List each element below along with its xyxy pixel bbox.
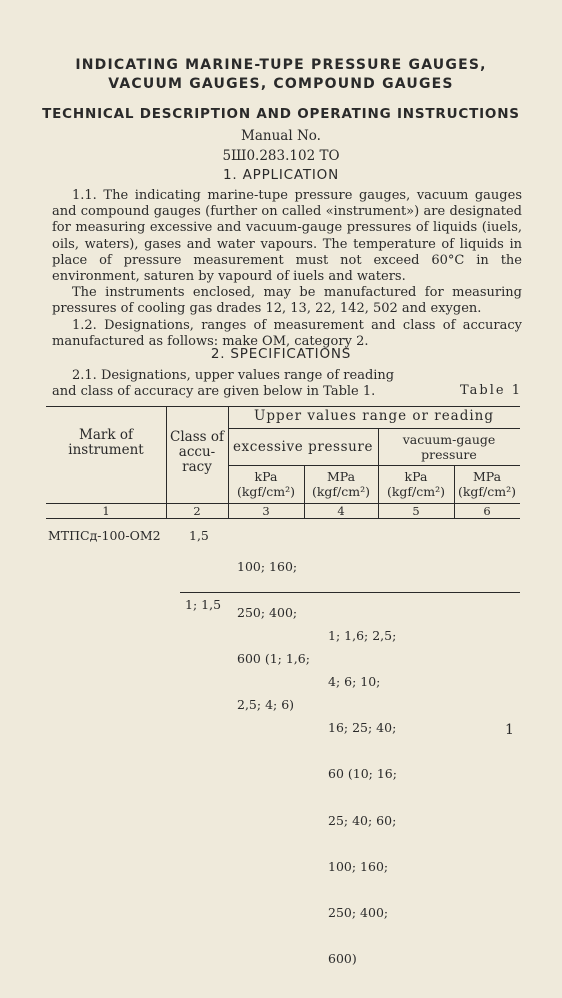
header-mpa: MPa (kgf/cm²) (311, 469, 371, 499)
table-label: Table 1 (460, 383, 522, 398)
col-number: 6 (483, 504, 491, 518)
table-row-2-class: 1; 1,5 (185, 597, 222, 612)
table-row-1-kpa: 100; 160; 250; 400; 600 (1; 1,6; 2,5; 4; 6) (237, 558, 310, 713)
col-number: 1 (102, 504, 110, 518)
paragraph-1-1: 1.1. The indicating marine-tupe pressure gauges, vacuum gauges and compound gauges (further on called «instrument») are designated for measuring excessive and vacuum-gauge pressures of liquids (iuels, oils, waters), gases and water vapours. The temperature of liquids in place of pressure measurement must not exceed 60°C in the environment, saturen by vapourd of iuels and waters. (52, 188, 522, 285)
application-text (52, 188, 522, 350)
table-top-rule (46, 406, 520, 407)
table-row-1-mark: МТПСд-100-ОМ2 (48, 528, 161, 543)
document-subtitle: TECHNICAL DESCRIPTION AND OPERATING INSTRUCTIONS (42, 106, 520, 122)
col-number: 4 (337, 504, 345, 518)
header-kpa-vacuum: kPa (kgf/cm²) (386, 469, 446, 499)
section-2-heading: 2. SPECIFICATIONS (210, 346, 352, 362)
paragraph-1-2: 1.2. Designations, ranges of measurement and class of accuracy manufactured as follows: make OM, category 2. (52, 317, 522, 349)
col-number: 2 (193, 504, 201, 518)
header-class: Class of accu-racy (170, 429, 224, 475)
paragraph-enclosed: The instruments enclosed, may be manufactured for measuring pressures of cooling gas drades 12, 13, 22, 142, 502 and exygen. (52, 285, 522, 317)
header-kpa: kPa (kgf/cm²) (236, 469, 296, 499)
table-row-1-class: 1,5 (189, 528, 209, 543)
header-vacuum: vacuum-gauge pressure (402, 432, 496, 462)
header-upper: Upper values range or reading (253, 408, 495, 424)
section-1-heading: 1. APPLICATION (223, 167, 339, 183)
document-title (0, 56, 562, 94)
table-row-2-mpa: 1; 1,6; 2,5; 4; 6; 10; 16; 25; 40; 60 (10; 16; 25; 40; 60; 100; 160; 250; 400; 600) (328, 627, 397, 967)
header-mark: Mark of instrument (68, 427, 144, 458)
title-line-1: INDICATING MARINE-TUPE PRESSURE GAUGES, (75, 57, 487, 73)
table-rule (228, 465, 520, 466)
paragraph-2-1: 2.1. Designations, upper values range of reading and class of accuracy are given below in Table 1. (52, 368, 395, 400)
title-line-2: VACUUM GAUGES, COMPOUND GAUGES (108, 76, 454, 92)
table-rule (228, 428, 520, 429)
table-rule (180, 592, 520, 593)
header-excessive: excessive pressure (232, 439, 374, 455)
manual-label: Manual No. (241, 128, 321, 144)
manual-code: 5Ш0.283.102 ТО (222, 148, 340, 164)
page-number: 1 (505, 722, 514, 738)
col-number: 5 (412, 504, 420, 518)
col-number: 3 (262, 504, 270, 518)
header-mpa-vacuum: MPa (kgf/cm²) (457, 469, 517, 499)
